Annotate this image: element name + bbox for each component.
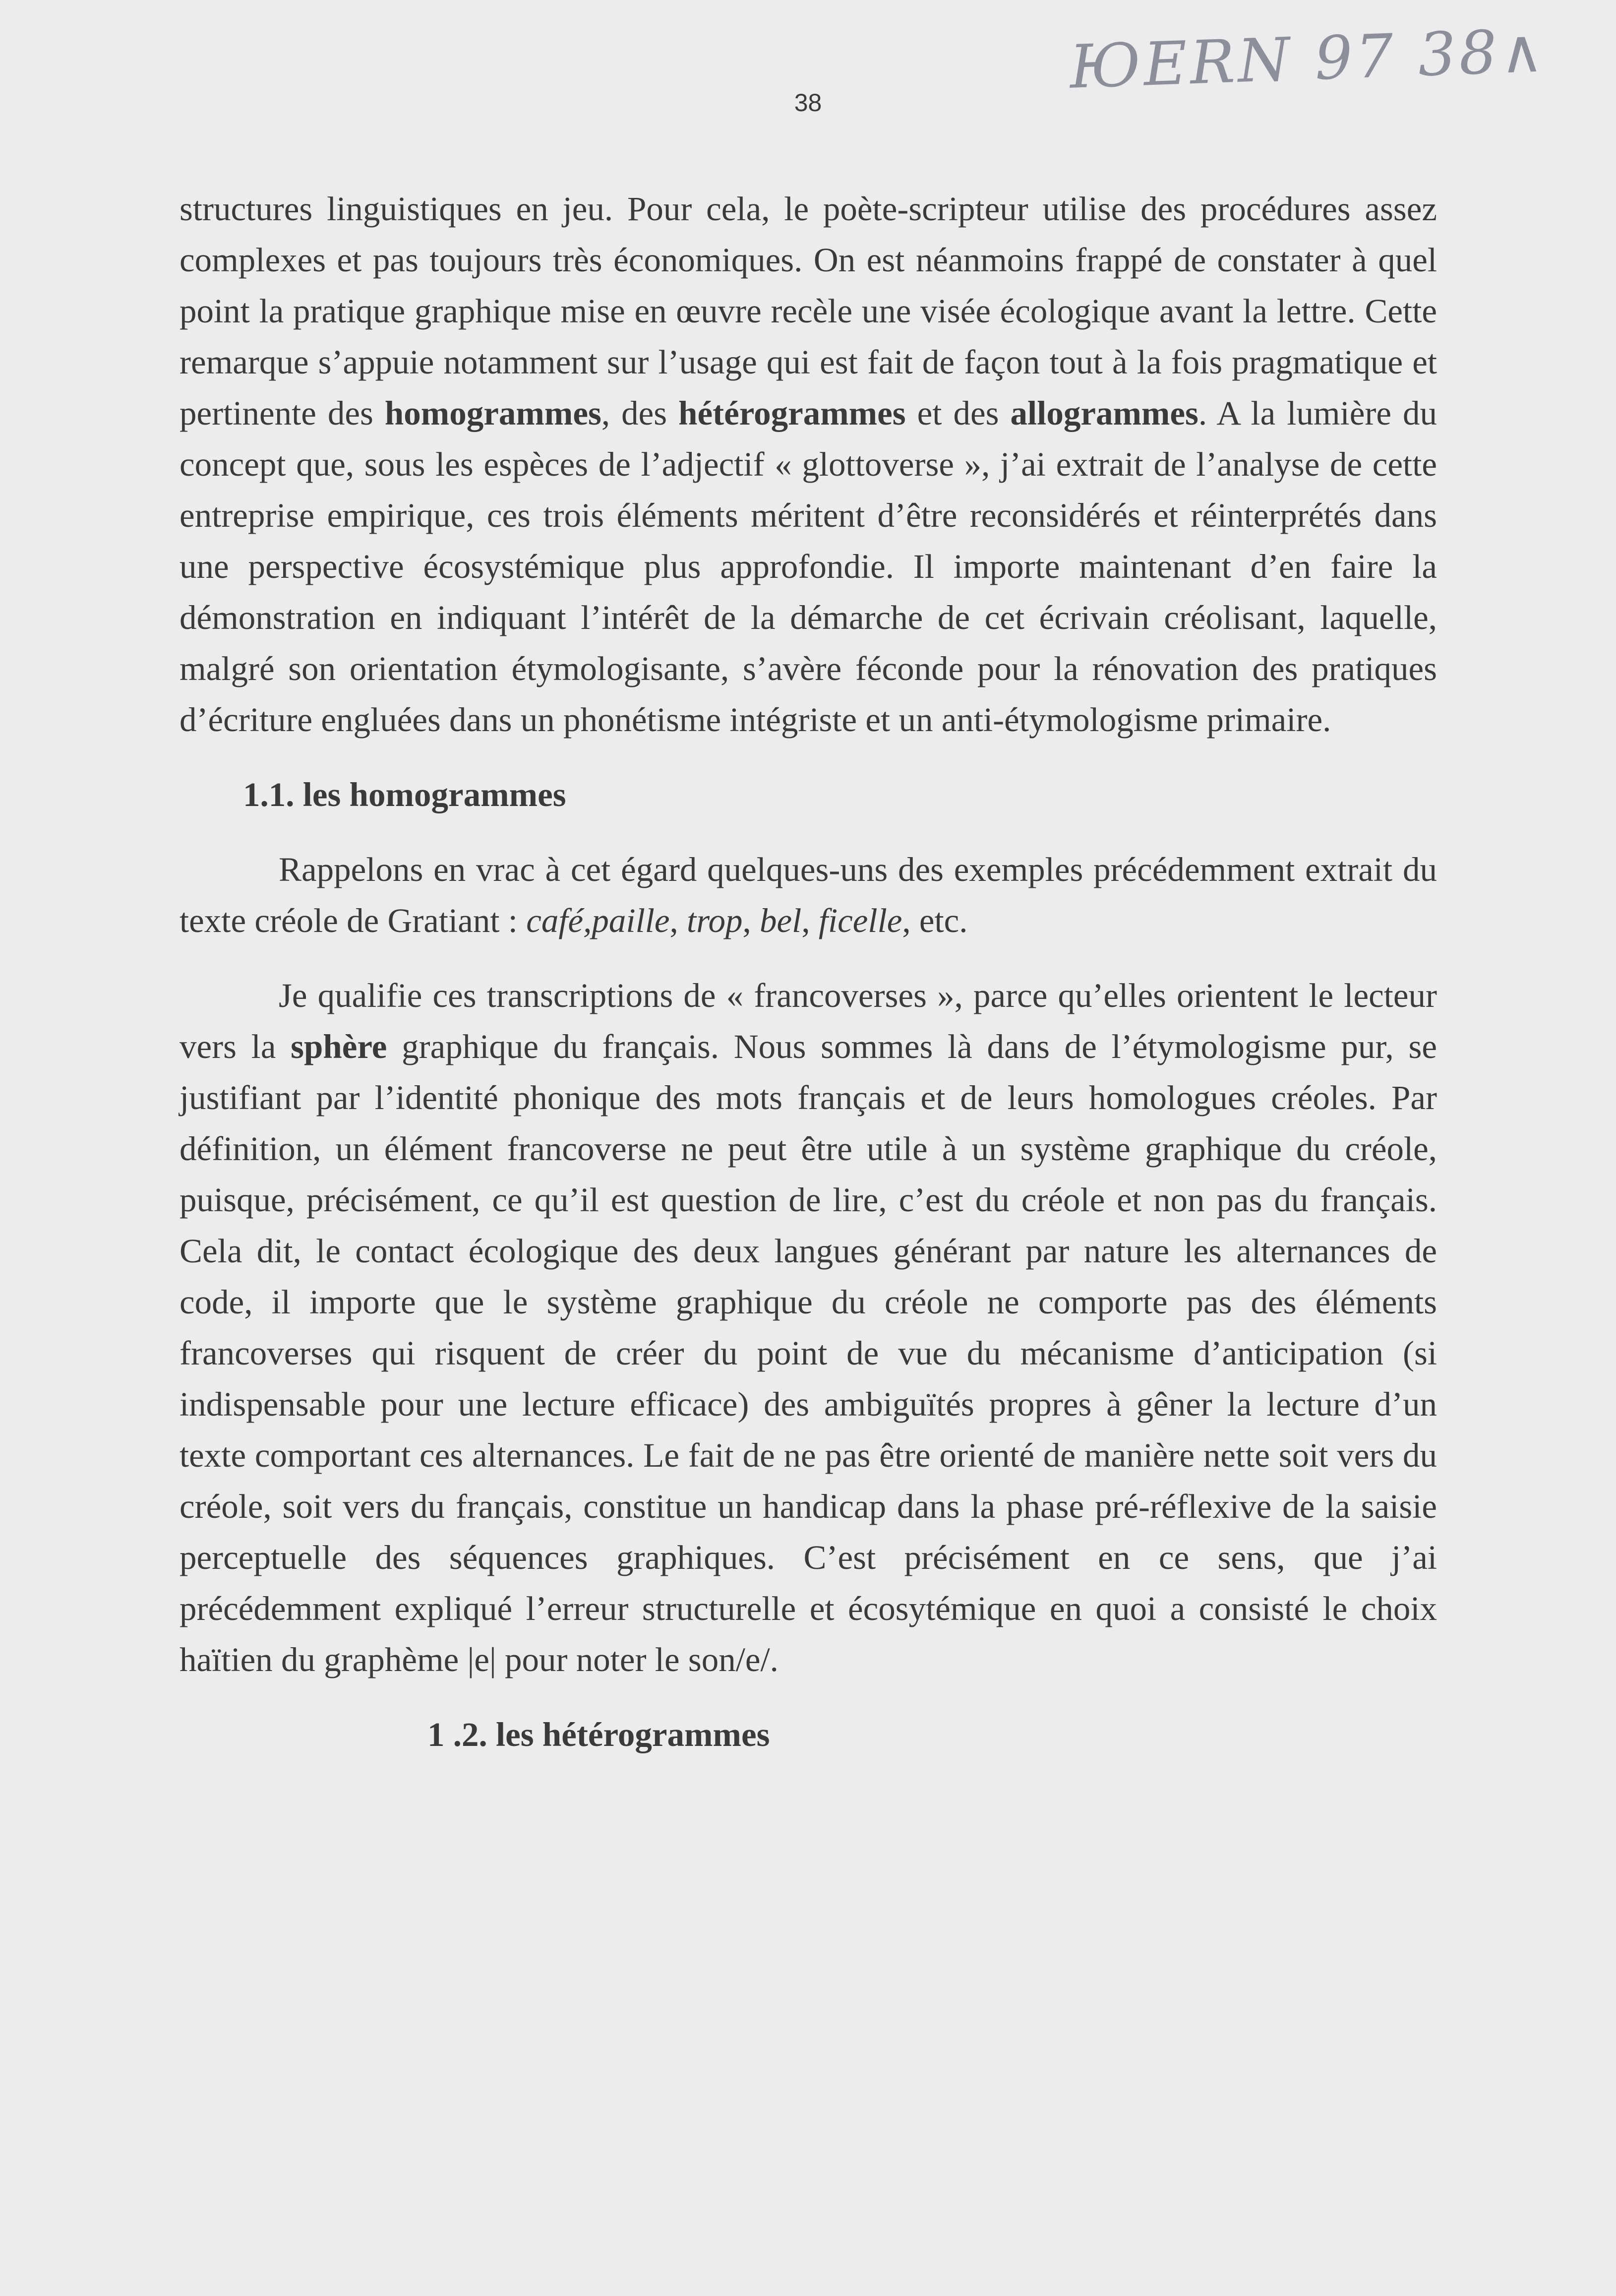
term-allogrammes: allogrammes — [1010, 394, 1198, 432]
paragraph-text: structures linguistiques en jeu. Pour cela, le poète-scripteur utilise des procédures assez complexes et pas toujours très économiques. On est néanmoins frappé de constater à quel point la pratique graphique mise en œuvre recèle une visée écologique avant la lettre. Cette remarque s’appuie notamment sur l’usage qui est fait de façon tout à la fois pragmatique et pertinente des — [180, 190, 1437, 432]
section-heading-homogrammes: 1.1. les homogrammes — [243, 776, 566, 813]
example-word: café,paille — [526, 902, 670, 939]
handwritten-annotation: ЮERN 97 38∧ — [1069, 16, 1548, 102]
example-word: trop — [687, 902, 743, 939]
paragraph-text: Je qualifie ces transcriptions de « francoverses », parce qu’elles orientent le lecteur vers la — [180, 977, 1437, 1065]
paragraph-text: et des — [905, 394, 1011, 432]
term-heterogrammes: hétérogrammes — [678, 394, 906, 432]
paragraph-examples — [180, 844, 1437, 946]
paragraph-text: , des — [601, 394, 679, 432]
document-body — [180, 184, 1437, 1760]
example-word: bel — [760, 902, 802, 939]
paragraph-text: , — [801, 902, 819, 939]
section-heading-heterogrammes: 1 .2. les hétérogrammes — [427, 1716, 770, 1753]
paragraph-text: graphique du français. Nous sommes là dans de l’étymologisme pur, se justifiant par l’identité phonique des mots français et de leurs homologues créoles. Par définition, un élément francoverse ne peut être utile à un système graphique du créole, puisque, précisément, ce qu’il est question de lire, c’est du créole et non pas du français. Cela dit, le contact écologique des deux langues générant par nature les alternances de code, il importe que le système graphique du créole ne comporte pas des éléments francoverses qui risquent de créer du point de vue du mécanisme d’anticipation (si indispensable pour une lecture efficace) des ambiguïtés propres à gêner la lecture d’un texte comportant ces alternances. Le fait de ne pas être orienté de manière nette soit vers du créole, soit vers du français, constitue un handicap dans la phase pré-réflexive de la saisie perceptuelle des séquences graphiques. C’est précisément en ce sens, que j’ai précédemment expliqué l’erreur structurelle et écosytémique en quoi a consisté le choix haïtien du graphème |e| pour noter le son/e/. — [180, 1028, 1437, 1678]
paragraph-francoverses — [180, 970, 1437, 1685]
term-homogrammes: homogrammes — [384, 394, 601, 432]
paragraph-text: , — [669, 902, 687, 939]
page-number: 38 — [794, 89, 822, 117]
paragraph-text: , etc. — [902, 902, 968, 939]
paragraph-text: . A la lumière du concept que, sous les espèces de l’adjectif « glottoverse », j’ai extrait de l’analyse de cette entreprise empirique, ces trois éléments méritent d’être reconsidérés et réinterprétés dans une perspective écosystémique plus approfondie. Il importe maintenant d’en faire la démonstration en indiquant l’intérêt de la démarche de cet écrivain créolisant, laquelle, malgré son orientation étymologisante, s’avère féconde pour la rénovation des pratiques d’écriture engluées dans un phonétisme intégriste et un anti-étymologisme primaire. — [180, 394, 1437, 739]
example-word: ficelle — [818, 902, 902, 939]
paragraph-intro — [180, 184, 1437, 745]
term-sphere: sphère — [291, 1028, 387, 1065]
paragraph-text: Rappelons en vrac à cet égard quelques-uns des exemples précédemment extrait du texte créole de Gratiant : — [180, 851, 1437, 939]
paragraph-text: , — [742, 902, 760, 939]
